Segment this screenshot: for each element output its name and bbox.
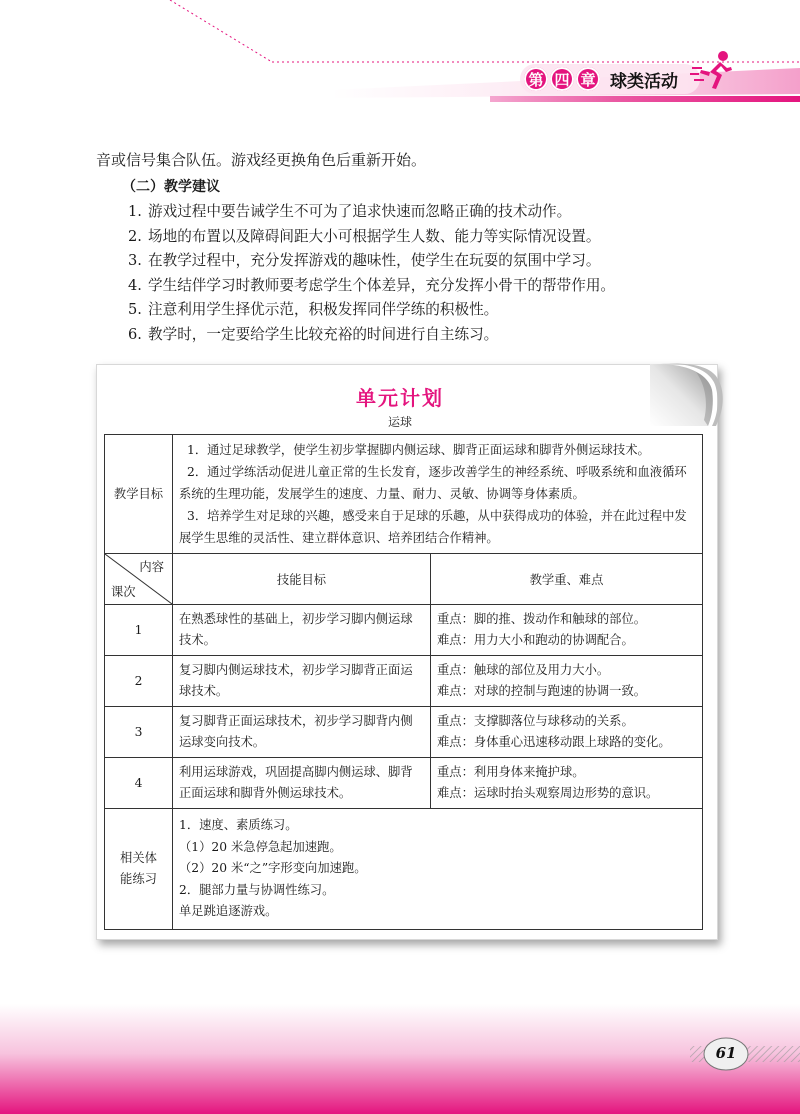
item-text: 场地的布置以及障碍间距大小可根据学生人数、能力等实际情况设置。 [148, 227, 601, 245]
page-number: 61 [715, 1044, 737, 1062]
lesson-number: 1 [105, 605, 173, 656]
related-item: 2．腿部力量与协调性练习。 [179, 882, 335, 897]
table-row [105, 656, 703, 707]
skill-cell: 复习脚内侧运球技术，初步学习脚背正面运球技术。 [173, 656, 431, 707]
difficulty-point: 难点：用力大小和跑动的协调配合。 [437, 633, 634, 647]
chapter-char: 四 [550, 67, 574, 91]
advice-list [96, 200, 716, 348]
key-point: 重点：触球的部位及用力大小。 [437, 663, 610, 677]
difficulty-point: 难点：对球的控制与跑速的协调一致。 [437, 684, 647, 698]
goal-item: 3．培养学生对足球的兴趣，感受来自于足球的乐趣，从中获得成功的体验，并在此过程中发展学生思维的灵活性、建立群体意识、培养团结合作精神。 [179, 509, 687, 545]
chapter-title: 球类活动 [610, 71, 678, 92]
item-number: 4. [128, 276, 142, 294]
lesson-number: 3 [105, 707, 173, 758]
chapter-char: 章 [576, 67, 600, 91]
key-cell [431, 605, 703, 656]
intro-paragraph: 音或信号集合队伍。游戏经更换角色后重新开始。 [96, 151, 427, 169]
lesson-number: 2 [105, 656, 173, 707]
chapter-badge [524, 66, 678, 92]
item-text: 教学时，一定要给学生比较充裕的时间进行自主练习。 [148, 325, 499, 343]
key-cell [431, 707, 703, 758]
difficulty-point: 难点：身体重心迅速移动跟上球路的变化。 [437, 735, 671, 749]
list-item [128, 225, 716, 250]
table-row [105, 435, 703, 554]
item-number: 6. [128, 325, 142, 343]
goals-label: 教学目标 [105, 435, 173, 554]
key-cell [431, 656, 703, 707]
related-label [105, 809, 173, 930]
section-heading: （二）教学建议 [122, 179, 220, 195]
difficulty-point: 难点：运球时抬头观察周边形势的意识。 [437, 786, 659, 800]
header-key-points: 教学重、难点 [431, 554, 703, 605]
key-point: 重点：脚的推、拨动作和触球的部位。 [437, 612, 647, 626]
item-number: 2. [128, 227, 142, 245]
runner-icon [690, 48, 738, 96]
footer-decoration [0, 1004, 800, 1114]
list-item [128, 274, 716, 299]
list-item [128, 323, 716, 348]
body-text [96, 148, 716, 348]
table-row [105, 707, 703, 758]
table-row [105, 809, 703, 930]
skill-cell: 在熟悉球性的基础上，初步学习脚内侧运球技术。 [173, 605, 431, 656]
item-text: 注意利用学生择优示范，积极发挥同伴学练的积极性。 [148, 301, 499, 319]
related-label-line: 相关体 [120, 850, 157, 865]
skill-cell: 复习脚背正面运球技术，初步学习脚背内侧运球变向技术。 [173, 707, 431, 758]
related-label-line: 能练习 [120, 871, 157, 886]
list-item [128, 249, 716, 274]
lesson-number: 4 [105, 758, 173, 809]
key-point: 重点：利用身体来掩护球。 [437, 765, 585, 779]
goals-cell [173, 435, 703, 554]
list-item [128, 200, 716, 225]
diagonal-header-cell [105, 554, 173, 605]
related-item: 单足跳追逐游戏。 [179, 904, 278, 918]
header-lesson: 课次 [111, 585, 136, 599]
related-item: 1．速度、素质练习。 [179, 818, 298, 832]
item-number: 5. [128, 301, 142, 319]
plan-title: 单元计划 [356, 386, 444, 410]
table-row [105, 605, 703, 656]
item-text: 在教学过程中，充分发挥游戏的趣味性，使学生在玩耍的氛围中学习。 [148, 252, 601, 270]
key-cell [431, 758, 703, 809]
header-decoration [0, 0, 800, 110]
chapter-char: 第 [524, 67, 548, 91]
related-item: （2）20 米“之”字形变向加速跑。 [179, 861, 367, 875]
header-skill: 技能目标 [173, 554, 431, 605]
table-row [105, 758, 703, 809]
header-content: 内容 [139, 560, 164, 574]
item-text: 学生结伴学习时教师要考虑学生个体差异，充分发挥小骨干的帮带作用。 [148, 276, 616, 294]
item-number: 1. [128, 203, 142, 220]
related-cell [173, 809, 703, 930]
item-number: 3. [128, 252, 142, 270]
table-header-row [105, 554, 703, 605]
goal-item: 2．通过学练活动促进儿童正常的生长发育，逐步改善学生的神经系统、呼吸系统和血液循环系统的生理功能，发展学生的速度、力量、耐力、灵敏、协调等身体素质。 [179, 465, 687, 501]
goal-item: 1．通过足球教学，使学生初步掌握脚内侧运球、脚背正面运球和脚背外侧运球技术。 [187, 443, 650, 457]
item-text: 游戏过程中要告诫学生不可为了追求快速而忽略正确的技术动作。 [148, 203, 572, 220]
related-item: （1）20 米急停急起加速跑。 [179, 839, 342, 854]
list-item [128, 298, 716, 323]
key-point: 重点：支撑脚落位与球移动的关系。 [437, 714, 634, 728]
plan-subtitle: 运球 [387, 415, 412, 429]
unit-plan-table [104, 434, 703, 930]
skill-cell: 利用运球游戏，巩固提高脚内侧运球、脚背正面运球和脚背外侧运球技术。 [173, 758, 431, 809]
